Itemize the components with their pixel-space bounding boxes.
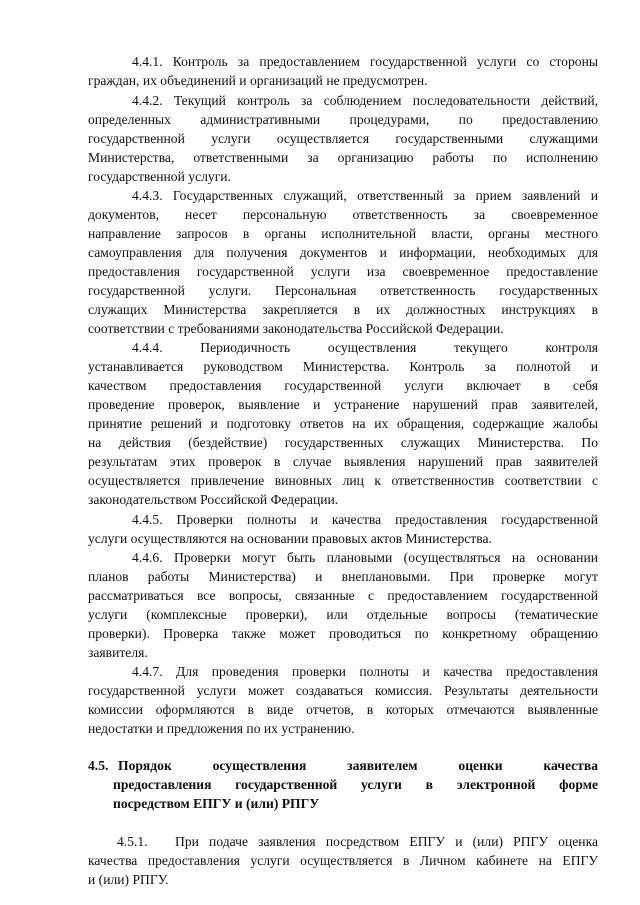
paragraph-4-4-3-line: соответствии с требованиями законодательства Российской Федерации. — [88, 321, 504, 336]
paragraph-4-4-6-line: услуги (комплексные проверки), или отдельные вопросы (тематические — [88, 607, 598, 622]
paragraph-4-4-3-line: документов, несет персональную ответственность за своевременное — [88, 207, 598, 222]
paragraph-4-4-6-line: заявителя. — [88, 645, 148, 660]
paragraph-4-4-4-line: проведение проверок, выявление и устранение нарушений прав заявителей, — [88, 397, 598, 412]
paragraph-4-4-4-line: принятие решений и подготовку ответов на их обращения, содержащие жалобы — [88, 416, 598, 431]
paragraph-text: При подаче заявления посредством ЕПГУ и (или) РПГУ оценка — [175, 834, 598, 849]
paragraph-4-4-4-line: законодательством Российской Федерации. — [88, 492, 339, 507]
paragraph-4-4-4-line: на действия (бездействие) государственных служащих Министерства. По — [88, 435, 598, 450]
paragraph-4-4-2-line: определенных административными процедурами, по предоставлению — [88, 112, 598, 127]
paragraph-4-4-3-line: служащих Министерства закрепляется в их должностных инструкциях в — [88, 302, 598, 317]
paragraph-4-4-3-line: направление запросов в органы исполнительной власти, органы местного — [88, 226, 598, 241]
paragraph-4-5-1-line — [117, 832, 598, 851]
section-title-line: предоставления государственной услуги в электронной форме — [113, 777, 598, 792]
paragraph-4-4-6-line: 4.4.6. Проверки могут быть плановыми (осуществляться на основании — [132, 550, 598, 565]
section-heading-4-5 — [88, 756, 598, 775]
paragraph-4-4-4-line: осуществляется привлечение виновных лиц к ответственностив соответствии с — [88, 473, 598, 488]
paragraph-4-4-7-line: недостатки и предложения по их устранению. — [88, 721, 355, 736]
paragraph-number: 4.5.1. — [117, 834, 148, 849]
paragraph-4-4-3-line: государственной услуги. Персональная ответственность государственных — [88, 283, 598, 298]
paragraph-4-4-2-line: 4.4.2. Текущий контроль за соблюдением последовательности действий, — [132, 93, 598, 108]
paragraph-4-5-1-line: качества предоставления услуги осуществляется в Личном кабинете на ЕПГУ — [88, 853, 598, 868]
paragraph-4-4-4-line: качеством предоставления государственной услуги включает в себя — [88, 378, 598, 393]
paragraph-4-4-7-line: 4.4.7. Для проведения проверки полноты и качества предоставления — [132, 664, 598, 679]
paragraph-4-4-3-line: самоуправления для получения документов и информации, необходимых для — [88, 245, 598, 260]
paragraph-4-4-6-line: рассматриваться все вопросы, связанные с предоставлением государственной — [88, 588, 598, 603]
paragraph-4-4-2-line: государственной услуги. — [88, 169, 231, 184]
paragraph-4-4-5-line: услуги осуществляются на основании правовых актов Министерства. — [88, 531, 492, 546]
paragraph-4-4-6-line: проверки). Проверка также может проводиться по конкретному обращению — [88, 626, 598, 641]
paragraph-4-5-1-line: и (или) РПГУ. — [88, 872, 169, 887]
paragraph-4-4-7-line: государственной услуги может создаваться комиссия. Результаты деятельности — [88, 683, 598, 698]
paragraph-4-4-2-line: Министерства, ответственными за организацию работы по исполнению — [88, 150, 598, 165]
section-title-line: Порядок осуществления заявителем оценки качества — [118, 758, 598, 773]
paragraph-4-4-4-line: результатам этих проверок в случае выявления нарушений прав заявителей — [88, 454, 598, 469]
section-title-line: посредством ЕПГУ и (или) РПГУ — [113, 796, 320, 811]
paragraph-4-4-6-line: планов работы Министерства) и внеплановыми. При проверке могут — [88, 569, 598, 584]
paragraph-4-4-3-line: предоставления государственной услуги иза своевременное предоставление — [88, 264, 598, 279]
paragraph-4-4-1-line: граждан, их объединений и организаций не предусмотрен. — [88, 73, 428, 88]
paragraph-4-4-1-line: 4.4.1. Контроль за предоставлением государственной услуги со стороны — [132, 54, 598, 69]
paragraph-4-4-5-line: 4.4.5. Проверки полноты и качества предоставления государственной — [132, 512, 598, 527]
paragraph-4-4-4-line: устанавливается руководством Министерства. Контроль за полнотой и — [88, 359, 598, 374]
paragraph-4-4-4-line: 4.4.4. Периодичность осуществления текущего контроля — [132, 340, 598, 355]
section-number: 4.5. — [88, 758, 109, 773]
paragraph-4-4-7-line: комиссии оформляются в виде отчетов, в которых отмечаются выявленные — [88, 702, 598, 717]
paragraph-4-4-3-line: 4.4.3. Государственных служащий, ответственный за прием заявлений и — [132, 188, 598, 203]
paragraph-4-4-2-line: государственной услуги осуществляется государственными служащими — [88, 131, 598, 146]
